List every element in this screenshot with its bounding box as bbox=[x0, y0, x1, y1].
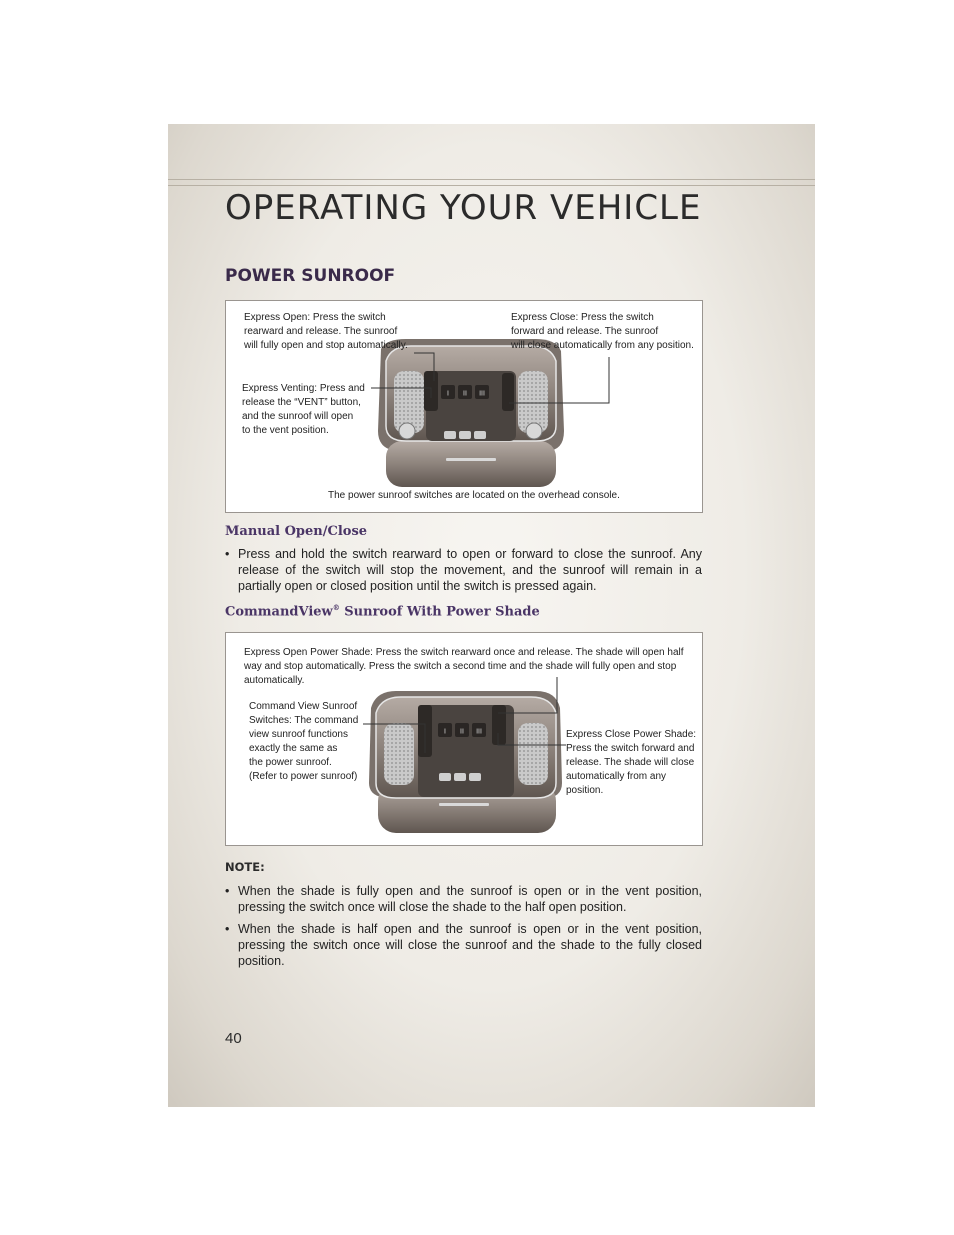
express-venting-callout: Express Venting: Press and release the “VENT” button, and the sunroof will open to the vent position. bbox=[242, 383, 365, 436]
command-view-switches-callout: Command View Sunroof Switches: The command view sunroof functions exactly the same as the power sunroof. (Refer to power sunroof) bbox=[249, 701, 359, 782]
cv-memory-button-3-label: III bbox=[476, 728, 482, 736]
cv-memory-button-1-label: I bbox=[444, 728, 446, 736]
memory-button-1-label: I bbox=[447, 390, 449, 398]
figure1-caption: The power sunroof switches are located on the overhead console. bbox=[328, 490, 620, 501]
section-title: OPERATING YOUR VEHICLE bbox=[225, 188, 702, 228]
memory-button-2-label: II bbox=[463, 390, 467, 398]
manual-open-close-heading: Manual Open/Close bbox=[225, 524, 368, 539]
note-bullet-2: • When the shade is half open and the sunroof is open or in the vent position, pressing the switch once will close the sunroof and the shade to the fully closed position. bbox=[225, 922, 702, 968]
commandview-heading: CommandView® Sunroof With Power Shade bbox=[225, 603, 540, 620]
page-number: 40 bbox=[225, 1030, 242, 1047]
cv-memory-button-2-label: II bbox=[460, 728, 464, 736]
top-rule-2 bbox=[168, 185, 815, 186]
express-open-callout: Express Open: Press the switch rearward and release. The sunroof will fully open and stop automatically. bbox=[244, 312, 408, 351]
manual-open-close-bullet: • Press and hold the switch rearward to open or forward to close the sunroof. Any release of the switch will stop the movement, and the sunroof will remain in a partially open or closed position until the switch is pressed again. bbox=[225, 547, 702, 593]
commandview-console-figure bbox=[225, 632, 703, 846]
memory-button-3-label: III bbox=[479, 390, 485, 398]
express-close-shade-callout: Express Close Power Shade: Press the switch forward and release. The shade will close automatically from any position. bbox=[566, 729, 697, 796]
express-open-shade-callout: Express Open Power Shade: Press the switch rearward once and release. The shade will open half way and stop automatically. Press the switch a second time and the shade will fully open and stop automatically. bbox=[244, 647, 684, 686]
express-close-callout: Express Close: Press the switch forward and release. The sunroof will close automatically from any position. bbox=[511, 312, 694, 351]
sunroof-console-figure bbox=[225, 300, 703, 513]
top-rule-1 bbox=[168, 179, 815, 180]
power-sunroof-heading: POWER SUNROOF bbox=[225, 266, 396, 286]
note-bullet-1: • When the shade is fully open and the sunroof is open or in the vent position, pressing the switch once will close the shade to the half open position. bbox=[225, 884, 702, 914]
manual-page bbox=[168, 124, 815, 1107]
note-heading: NOTE: bbox=[225, 860, 265, 874]
